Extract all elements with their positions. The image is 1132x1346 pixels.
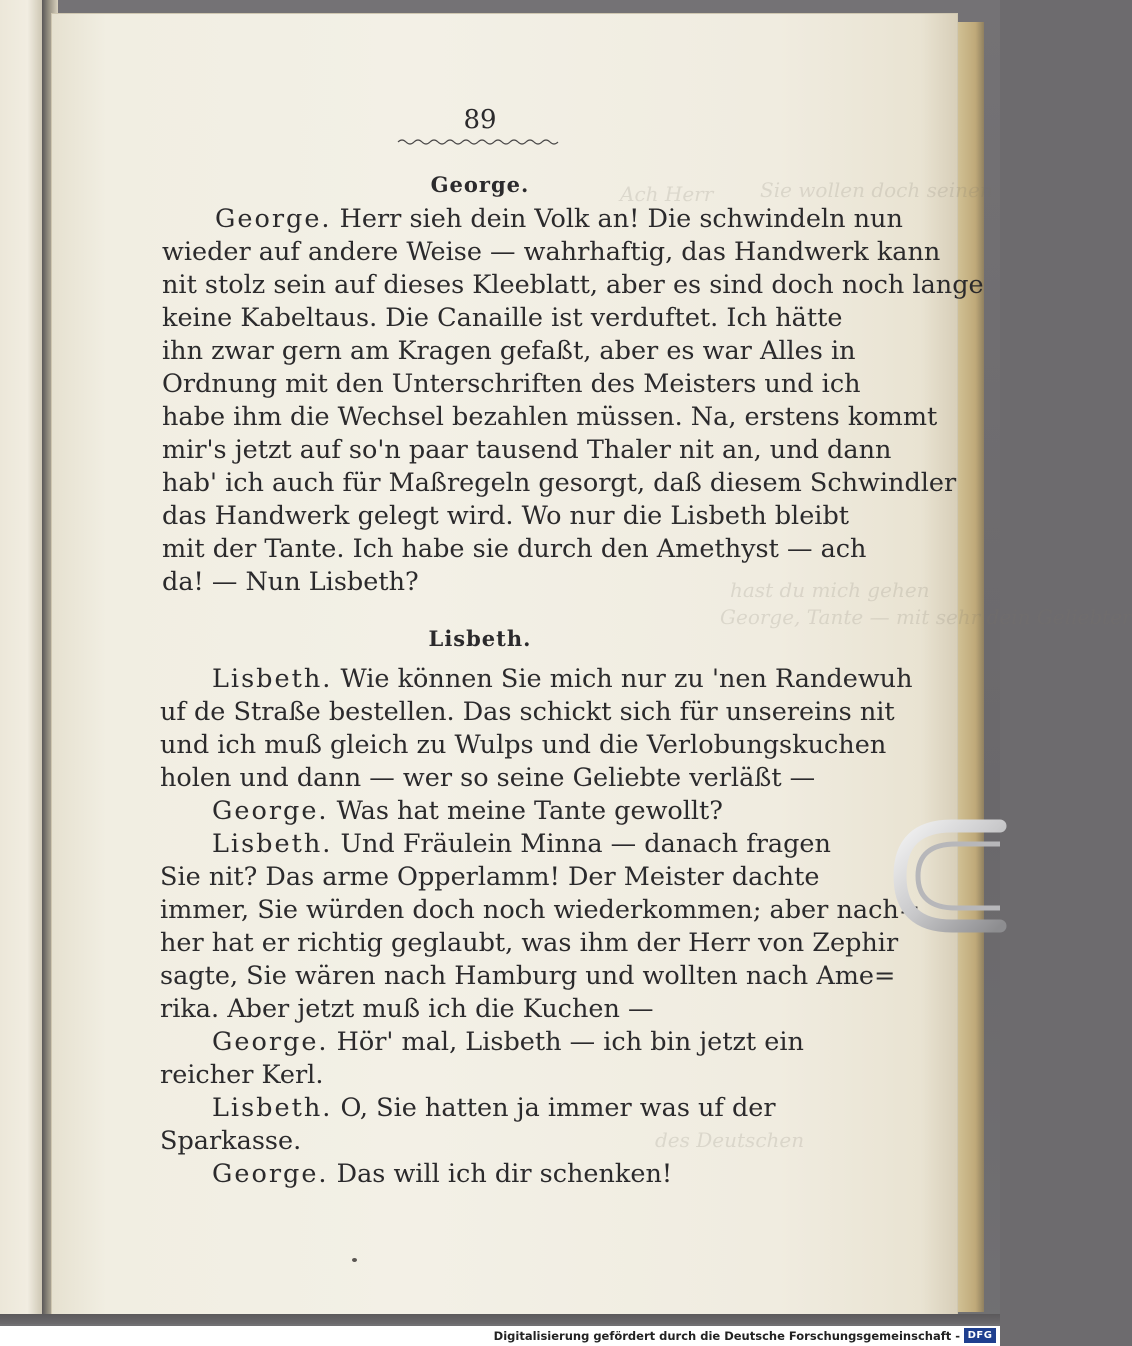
bleed-through-text: des Deutschen <box>655 1128 805 1152</box>
dialogue-text: Hör' mal, Lisbeth — ich bin jetzt ein <box>336 1027 804 1057</box>
dialogue-text: Wie können Sie mich nur zu 'nen Randewuh <box>340 664 913 694</box>
dialogue-text: O, Sie hatten ja immer was uf der <box>340 1093 776 1123</box>
dialogue-text: Herr sieh dein Volk an! Die schwindeln nun <box>339 204 903 234</box>
text-line: Sparkasse. <box>160 1126 302 1156</box>
speaker-name: George. <box>212 1159 329 1189</box>
text-line: und ich muß gleich zu Wulps und die Verlobungskuchen <box>160 730 887 760</box>
text-line: reicher Kerl. <box>160 1060 324 1090</box>
text-line: her hat er richtig geglaubt, was ihm der Herr von Zephir <box>160 928 899 958</box>
wavy-rule-ornament <box>398 138 560 146</box>
text-line: das Handwerk gelegt wird. Wo nur die Lisbeth bleibt <box>162 501 850 531</box>
bleed-through-text: Ach Herr <box>620 182 714 206</box>
text-line: rika. Aber jetzt muß ich die Kuchen — <box>160 994 654 1024</box>
speaker-name: George. <box>215 204 332 234</box>
text-line <box>212 1092 776 1124</box>
text-line <box>212 663 913 695</box>
text-line: habe ihm die Wechsel bezahlen müssen. Na, erstens kommt <box>162 402 938 432</box>
text-line <box>212 1158 672 1190</box>
text-line: mit der Tante. Ich habe sie durch den Amethyst — ach <box>162 534 867 564</box>
bleed-through-text: George, Tante — mit sehr dein Geliebter <box>720 605 1132 629</box>
dfg-logo: DFG <box>964 1328 996 1343</box>
scene-heading: Lisbeth. <box>428 626 532 651</box>
speaker-name: Lisbeth. <box>212 664 333 694</box>
dialogue-text: Das will ich dir schenken! <box>336 1159 673 1189</box>
page-number: 89 <box>463 105 497 135</box>
speaker-name: George. <box>212 796 329 826</box>
text-line: nit stolz sein auf dieses Kleeblatt, aber es sind doch noch lange <box>162 270 984 300</box>
speaker-name: Lisbeth. <box>212 829 333 859</box>
bleed-through-text: Sie wollen doch seinen <box>760 178 993 202</box>
text-line <box>212 1026 804 1058</box>
text-line: immer, Sie würden doch noch wiederkommen; aber nach= <box>160 895 921 925</box>
text-line: Sie nit? Das arme Opperlamm! Der Meister dachte <box>160 862 820 892</box>
text-line <box>215 203 903 235</box>
dialogue-text: Und Fräulein Minna — danach fragen <box>340 829 831 859</box>
text-line <box>212 828 831 860</box>
text-line: da! — Nun Lisbeth? <box>162 567 419 597</box>
footer-credit: Digitalisierung gefördert durch die Deutsche Forschungsgemeinschaft - <box>493 1329 960 1343</box>
text-line: wieder auf andere Weise — wahrhaftig, das Handwerk kann <box>162 237 941 267</box>
text-line: ihn zwar gern am Kragen gefaßt, aber es war Alles in <box>162 336 856 366</box>
speaker-name: George. <box>212 1027 329 1057</box>
text-line <box>212 795 723 827</box>
text-line: hab' ich auch für Maßregeln gesorgt, daß diesem Schwindler <box>162 468 957 498</box>
bleed-through-text: hast du mich gehen <box>730 578 930 602</box>
pencil-mark <box>352 1258 357 1262</box>
dialogue-text: Was hat meine Tante gewollt? <box>336 796 723 826</box>
text-line: keine Kabeltaus. Die Canaille ist verduftet. Ich hätte <box>162 303 843 333</box>
text-line: holen und dann — wer so seine Geliebte verläßt — <box>160 763 816 793</box>
scan-bottom-shadow <box>0 1314 1000 1324</box>
paper-clip-icon <box>892 818 1000 938</box>
speaker-name: Lisbeth. <box>212 1093 333 1123</box>
text-line: mir's jetzt auf so'n paar tausend Thaler nit an, und dann <box>162 435 892 465</box>
text-line: sagte, Sie wären nach Hamburg und wollten nach Ame= <box>160 961 896 991</box>
scene-heading: George. <box>430 172 530 197</box>
text-line: Ordnung mit den Unterschriften des Meisters und ich <box>162 369 861 399</box>
text-line: uf de Straße bestellen. Das schickt sich für unsereins nit <box>160 697 895 727</box>
digitization-footer <box>0 1326 1000 1346</box>
